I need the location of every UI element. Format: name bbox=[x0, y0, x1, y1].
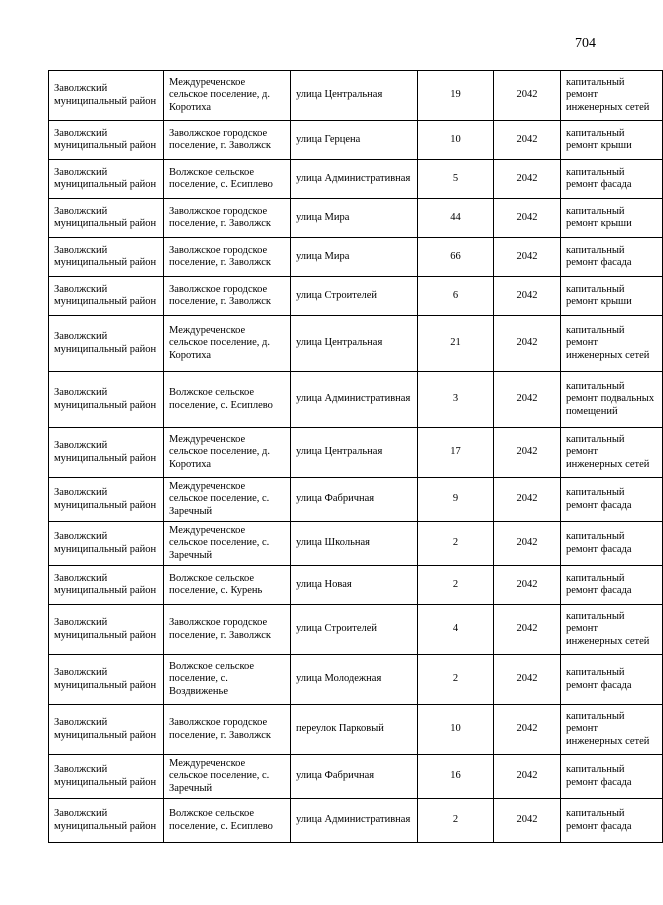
table-row bbox=[49, 372, 663, 428]
year-cell: 2042 bbox=[494, 799, 561, 843]
settlement-cell: Междуреченское сельское поселение, д. Коротиха bbox=[164, 71, 291, 121]
settlement-cell: Междуреченское сельское поселение, д. Коротиха bbox=[164, 316, 291, 372]
work-type-cell: капитальный ремонт фасада bbox=[561, 478, 663, 522]
table-row bbox=[49, 566, 663, 605]
district-cell: Заволжский муниципальный район bbox=[49, 566, 164, 605]
year-cell: 2042 bbox=[494, 755, 561, 799]
settlement-cell: Заволжское городское поселение, г. Заволжск bbox=[164, 121, 291, 160]
district-cell: Заволжский муниципальный район bbox=[49, 316, 164, 372]
district-cell: Заволжский муниципальный район bbox=[49, 705, 164, 755]
settlement-cell: Междуреченское сельское поселение, с. Заречный bbox=[164, 478, 291, 522]
district-cell: Заволжский муниципальный район bbox=[49, 121, 164, 160]
work-type-cell: капитальный ремонт подвальных помещений bbox=[561, 372, 663, 428]
work-type-cell: капитальный ремонт фасада bbox=[561, 755, 663, 799]
registry-table bbox=[48, 70, 663, 843]
work-type-cell: капитальный ремонт инженерных сетей bbox=[561, 705, 663, 755]
page-number: 704 bbox=[575, 36, 596, 51]
year-cell: 2042 bbox=[494, 522, 561, 566]
district-cell: Заволжский муниципальный район bbox=[49, 160, 164, 199]
house-number-cell: 17 bbox=[418, 428, 494, 478]
district-cell: Заволжский муниципальный район bbox=[49, 71, 164, 121]
work-type-cell: капитальный ремонт крыши bbox=[561, 199, 663, 238]
table-row bbox=[49, 238, 663, 277]
settlement-cell: Заволжское городское поселение, г. Заволжск bbox=[164, 238, 291, 277]
settlement-cell: Волжское сельское поселение, с. Есиплево bbox=[164, 799, 291, 843]
district-cell: Заволжский муниципальный район bbox=[49, 478, 164, 522]
street-cell: переулок Парковый bbox=[291, 705, 418, 755]
table-row bbox=[49, 755, 663, 799]
work-type-cell: капитальный ремонт фасада bbox=[561, 566, 663, 605]
work-type-cell: капитальный ремонт крыши bbox=[561, 277, 663, 316]
street-cell: улица Фабричная bbox=[291, 478, 418, 522]
table-row bbox=[49, 277, 663, 316]
house-number-cell: 2 bbox=[418, 655, 494, 705]
work-type-cell: капитальный ремонт фасада bbox=[561, 522, 663, 566]
district-cell: Заволжский муниципальный район bbox=[49, 755, 164, 799]
street-cell: улица Новая bbox=[291, 566, 418, 605]
district-cell: Заволжский муниципальный район bbox=[49, 655, 164, 705]
year-cell: 2042 bbox=[494, 478, 561, 522]
house-number-cell: 5 bbox=[418, 160, 494, 199]
year-cell: 2042 bbox=[494, 71, 561, 121]
year-cell: 2042 bbox=[494, 160, 561, 199]
year-cell: 2042 bbox=[494, 316, 561, 372]
house-number-cell: 19 bbox=[418, 71, 494, 121]
work-type-cell: капитальный ремонт инженерных сетей bbox=[561, 605, 663, 655]
work-type-cell: капитальный ремонт инженерных сетей bbox=[561, 71, 663, 121]
street-cell: улица Мира bbox=[291, 238, 418, 277]
settlement-cell: Междуреченское сельское поселение, д. Коротиха bbox=[164, 428, 291, 478]
settlement-cell: Заволжское городское поселение, г. Заволжск bbox=[164, 605, 291, 655]
street-cell: улица Молодежная bbox=[291, 655, 418, 705]
house-number-cell: 10 bbox=[418, 705, 494, 755]
street-cell: улица Центральная bbox=[291, 316, 418, 372]
street-cell: улица Строителей bbox=[291, 605, 418, 655]
table-row bbox=[49, 160, 663, 199]
house-number-cell: 3 bbox=[418, 372, 494, 428]
district-cell: Заволжский муниципальный район bbox=[49, 799, 164, 843]
house-number-cell: 6 bbox=[418, 277, 494, 316]
district-cell: Заволжский муниципальный район bbox=[49, 199, 164, 238]
district-cell: Заволжский муниципальный район bbox=[49, 277, 164, 316]
settlement-cell: Заволжское городское поселение, г. Заволжск bbox=[164, 277, 291, 316]
table-row bbox=[49, 799, 663, 843]
settlement-cell: Междуреченское сельское поселение, с. Заречный bbox=[164, 755, 291, 799]
settlement-cell: Волжское сельское поселение, с. Воздвиженье bbox=[164, 655, 291, 705]
year-cell: 2042 bbox=[494, 199, 561, 238]
street-cell: улица Административная bbox=[291, 372, 418, 428]
year-cell: 2042 bbox=[494, 566, 561, 605]
district-cell: Заволжский муниципальный район bbox=[49, 238, 164, 277]
table-row bbox=[49, 478, 663, 522]
house-number-cell: 2 bbox=[418, 566, 494, 605]
year-cell: 2042 bbox=[494, 121, 561, 160]
house-number-cell: 44 bbox=[418, 199, 494, 238]
settlement-cell: Волжское сельское поселение, с. Курень bbox=[164, 566, 291, 605]
street-cell: улица Административная bbox=[291, 799, 418, 843]
work-type-cell: капитальный ремонт фасада bbox=[561, 799, 663, 843]
district-cell: Заволжский муниципальный район bbox=[49, 522, 164, 566]
table-row bbox=[49, 522, 663, 566]
house-number-cell: 10 bbox=[418, 121, 494, 160]
table-row bbox=[49, 705, 663, 755]
table-row bbox=[49, 605, 663, 655]
house-number-cell: 2 bbox=[418, 799, 494, 843]
table-row bbox=[49, 71, 663, 121]
house-number-cell: 4 bbox=[418, 605, 494, 655]
settlement-cell: Заволжское городское поселение, г. Заволжск bbox=[164, 199, 291, 238]
house-number-cell: 2 bbox=[418, 522, 494, 566]
table-row bbox=[49, 316, 663, 372]
house-number-cell: 66 bbox=[418, 238, 494, 277]
street-cell: улица Центральная bbox=[291, 428, 418, 478]
street-cell: улица Мира bbox=[291, 199, 418, 238]
street-cell: улица Центральная bbox=[291, 71, 418, 121]
house-number-cell: 16 bbox=[418, 755, 494, 799]
year-cell: 2042 bbox=[494, 372, 561, 428]
settlement-cell: Волжское сельское поселение, с. Есиплево bbox=[164, 160, 291, 199]
street-cell: улица Герцена bbox=[291, 121, 418, 160]
table-row bbox=[49, 655, 663, 705]
year-cell: 2042 bbox=[494, 428, 561, 478]
year-cell: 2042 bbox=[494, 705, 561, 755]
street-cell: улица Строителей bbox=[291, 277, 418, 316]
street-cell: улица Административная bbox=[291, 160, 418, 199]
registry-table-body bbox=[49, 71, 663, 843]
work-type-cell: капитальный ремонт фасада bbox=[561, 160, 663, 199]
settlement-cell: Междуреченское сельское поселение, с. Заречный bbox=[164, 522, 291, 566]
settlement-cell: Заволжское городское поселение, г. Заволжск bbox=[164, 705, 291, 755]
table-row bbox=[49, 121, 663, 160]
year-cell: 2042 bbox=[494, 238, 561, 277]
year-cell: 2042 bbox=[494, 605, 561, 655]
house-number-cell: 9 bbox=[418, 478, 494, 522]
street-cell: улица Школьная bbox=[291, 522, 418, 566]
work-type-cell: капитальный ремонт крыши bbox=[561, 121, 663, 160]
district-cell: Заволжский муниципальный район bbox=[49, 428, 164, 478]
settlement-cell: Волжское сельское поселение, с. Есиплево bbox=[164, 372, 291, 428]
table-row bbox=[49, 199, 663, 238]
district-cell: Заволжский муниципальный район bbox=[49, 372, 164, 428]
street-cell: улица Фабричная bbox=[291, 755, 418, 799]
year-cell: 2042 bbox=[494, 277, 561, 316]
work-type-cell: капитальный ремонт инженерных сетей bbox=[561, 316, 663, 372]
year-cell: 2042 bbox=[494, 655, 561, 705]
work-type-cell: капитальный ремонт фасада bbox=[561, 238, 663, 277]
work-type-cell: капитальный ремонт фасада bbox=[561, 655, 663, 705]
house-number-cell: 21 bbox=[418, 316, 494, 372]
work-type-cell: капитальный ремонт инженерных сетей bbox=[561, 428, 663, 478]
table-row bbox=[49, 428, 663, 478]
district-cell: Заволжский муниципальный район bbox=[49, 605, 164, 655]
